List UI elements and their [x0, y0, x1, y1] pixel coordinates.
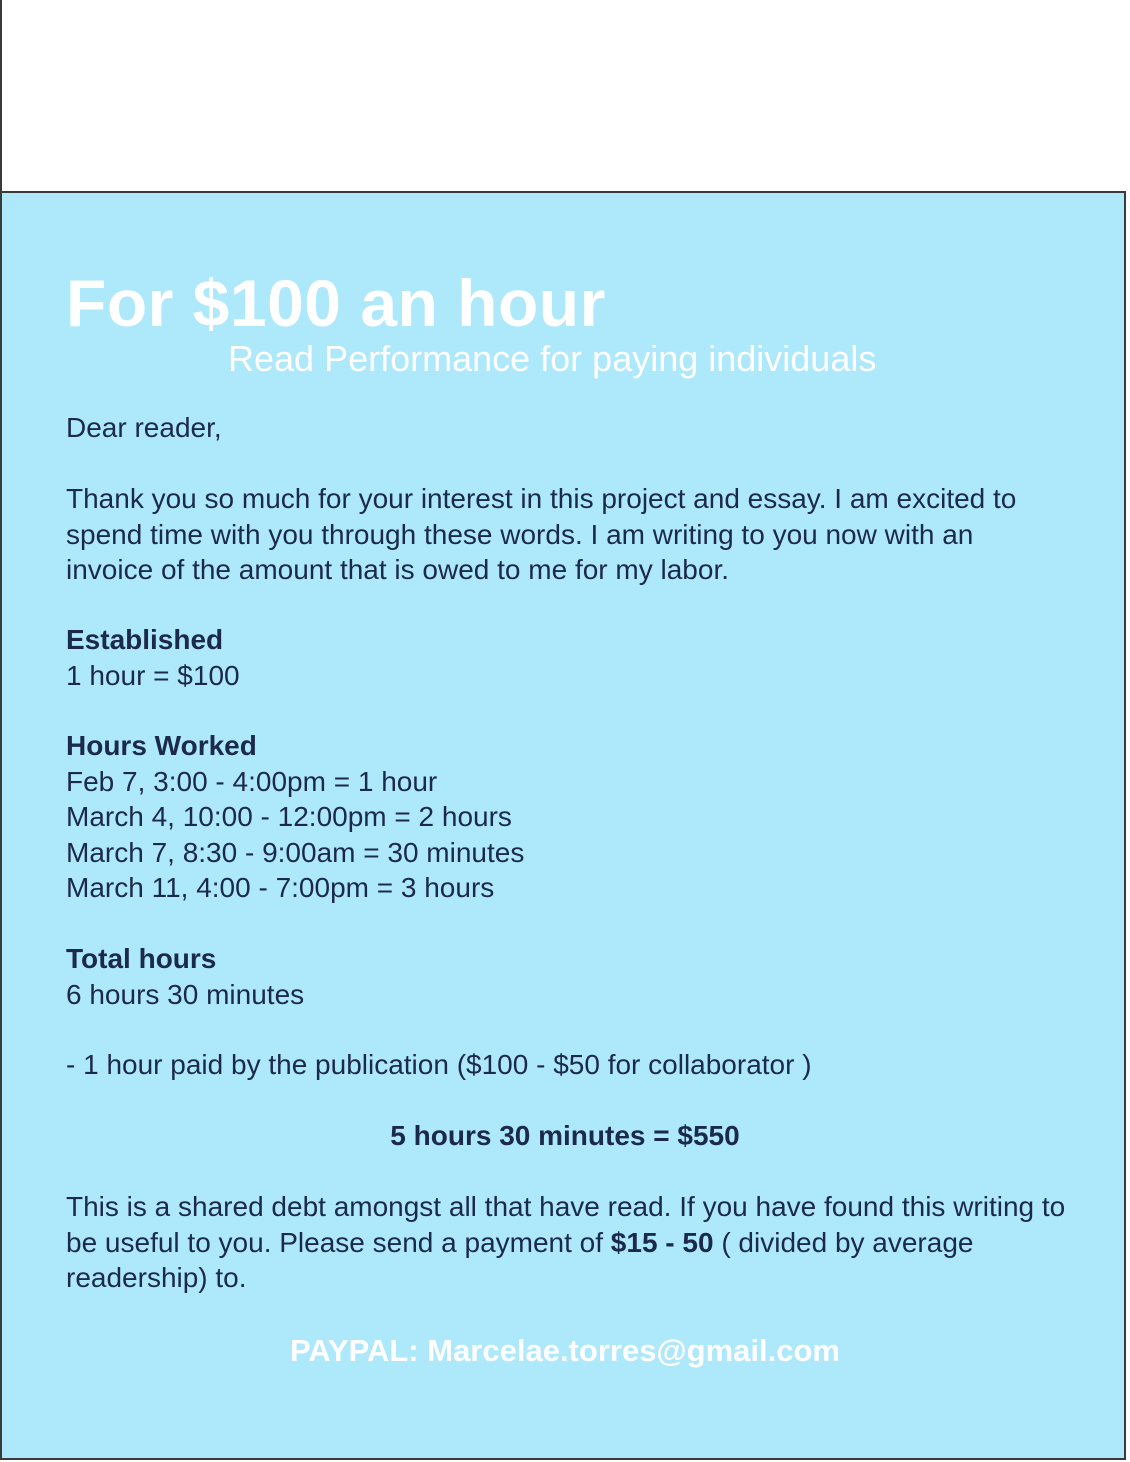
- hours-entry: March 11, 4:00 - 7:00pm = 3 hours: [66, 872, 495, 903]
- deduction-line: - 1 hour paid by the publication ($100 - $50 for collaborator ): [66, 1049, 812, 1080]
- total-hours-value: 6 hours 30 minutes: [66, 978, 305, 1010]
- established-section: [66, 622, 1066, 693]
- greeting: Dear reader,: [66, 412, 222, 443]
- invoice-panel: [0, 191, 1126, 1460]
- top-border-line: [0, 0, 2, 192]
- established-rate: 1 hour = $100: [66, 659, 240, 691]
- established-heading: Established: [66, 624, 224, 655]
- page-title: For $100 an hour: [66, 266, 606, 340]
- closing-text-after: ( divided by average readership) to.: [66, 1226, 974, 1293]
- hours-entry: March 7, 8:30 - 9:00am = 30 minutes: [66, 836, 525, 868]
- hours-entry: March 4, 10:00 - 12:00pm = 2 hours: [66, 801, 512, 832]
- intro-paragraph: Thank you so much for your interest in this project and essay. I am excited to spend time with you through these words. I am writing to you now with an invoice of the amount that is owed to me for my labor.: [66, 483, 1017, 585]
- page-subtitle: Read Performance for paying individuals: [228, 338, 877, 379]
- hours-worked-heading: Hours Worked: [66, 730, 257, 761]
- closing-paragraph: [66, 1189, 1066, 1296]
- amount-owed: 5 hours 30 minutes = $550: [390, 1120, 740, 1151]
- paypal-contact: PAYPAL: Marcelae.torres@gmail.com: [290, 1333, 840, 1368]
- total-hours-heading: Total hours: [66, 943, 217, 974]
- hours-entry: Feb 7, 3:00 - 4:00pm = 1 hour: [66, 765, 438, 797]
- hours-worked-section: [66, 728, 1066, 906]
- total-hours-section: [66, 941, 1066, 1012]
- payment-amount: $15 - 50: [610, 1226, 714, 1258]
- closing-text-before: This is a shared debt amongst all that have read. If you have found this writing to be useful to you. Please send a payment of: [66, 1191, 1066, 1258]
